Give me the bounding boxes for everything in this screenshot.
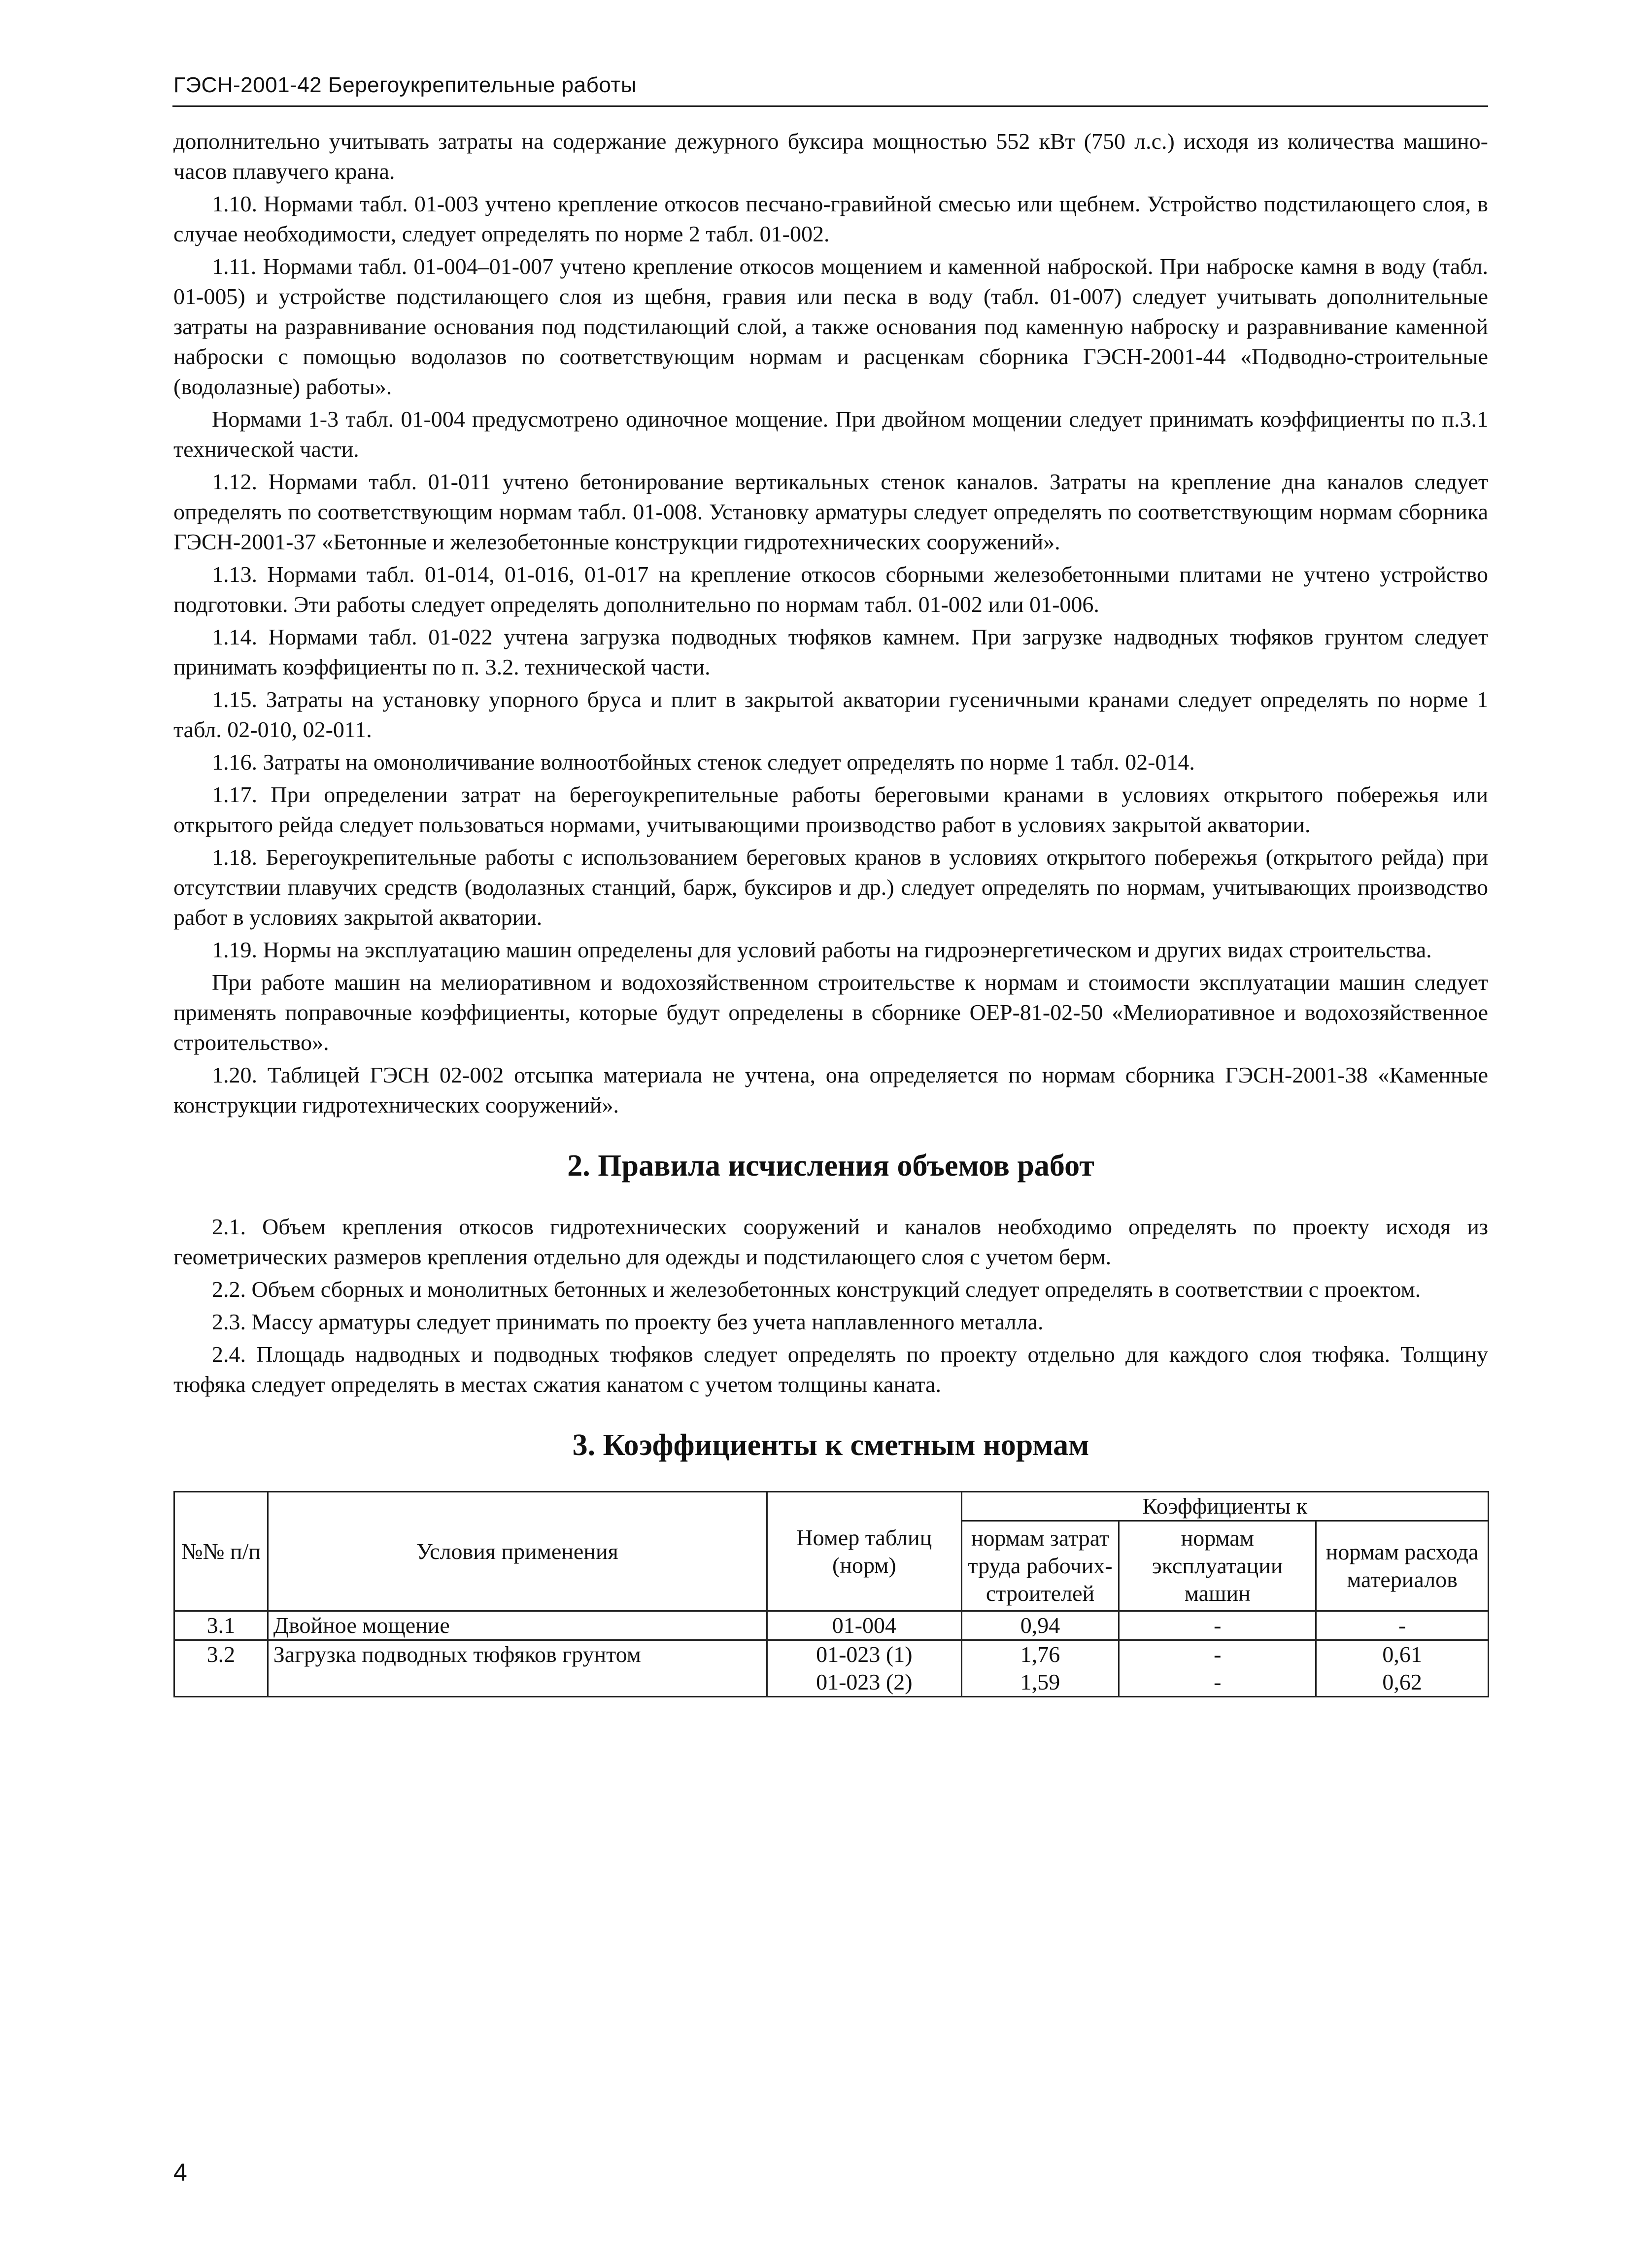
paragraph: дополнительно учитывать затраты на содержание дежурного буксира мощностью 552 кВт (750 л.с.) исходя из количества машино-часов плавучего крана. (173, 129, 1488, 184)
page-number: 4 (173, 2159, 187, 2186)
paragraph: 1.18. Берегоукрепительные работы с использованием береговых кранов в условиях открытого побережья (открытого рейда) при отсутствии плавучих средств (водолазных станций, барж, буксиров и др.) следует определять по нормам, учитывающих производство работ в условиях закрытой акватории. (173, 845, 1488, 930)
paragraph: 2.1. Объем крепления откосов гидротехнических сооружений и каналов необходимо определять по проекту исходя из геометрических размеров крепления отдельно для одежды и подстилающего слоя с учетом берм. (173, 1214, 1488, 1269)
paragraph: 1.15. Затраты на установку упорного бруса и плит в закрытой акватории гусеничными кранами следует определять по норме 1 табл. 02-010, 02-011. (173, 687, 1488, 742)
table-row (174, 1611, 1489, 1640)
paragraph: 2.3. Массу арматуры следует принимать по проекту без учета наплавленного металла. (212, 1309, 1044, 1334)
cell-labor: 0,94 (961, 1611, 1119, 1640)
paragraph: 1.12. Нормами табл. 01-011 учтено бетонирование вертикальных стенок каналов. Затраты на крепление дна каналов следует определять по соответствующим нормам табл. 01-008. Установку арматуры следует определять по соответствующим нормам сборника ГЭСН-2001-37 «Бетонные и железобетонные конструкции гидротехнических сооружений». (173, 469, 1488, 554)
header-cell-conditions: Условия применения (268, 1492, 767, 1611)
paragraph: Нормами 1-3 табл. 01-004 предусмотрено одиночное мощение. При двойном мощении следует принимать коэффициенты по п.3.1 технической части. (173, 406, 1488, 462)
paragraph: 1.19. Нормы на эксплуатацию машин определены для условий работы на гидроэнергетическом и других видах строительства. (212, 937, 1432, 962)
cell-tables: 01-023 (1) (767, 1640, 961, 1669)
cell-conditions: Загрузка подводных тюфяков грунтом (268, 1640, 767, 1669)
header-cell-machines: нормам эксплуатации машин (1119, 1521, 1316, 1611)
table-row (174, 1668, 1489, 1697)
paragraph: 2.2. Объем сборных и монолитных бетонных и железобетонных конструкций следует определять в соответствии с проектом. (212, 1277, 1421, 1302)
body-text (173, 126, 1488, 1697)
paragraph: При работе машин на мелиоративном и водохозяйственном строительстве к нормам и стоимости эксплуатации машин следует применять поправочные коэффициенты, которые будут определены в сборнике ОЕР-81-02-50 «Мелиоративное и водохозяйственное строительство». (173, 970, 1488, 1055)
cell-labor: 1,76 (961, 1640, 1119, 1669)
header-cell-labor: нормам затрат труда рабочих-строителей (961, 1521, 1119, 1611)
cell-conditions: Двойное мощение (268, 1611, 767, 1640)
table-row (174, 1640, 1489, 1669)
cell-number: 3.1 (174, 1611, 268, 1640)
cell-tables: 01-023 (2) (767, 1668, 961, 1697)
paragraph: 1.11. Нормами табл. 01-004–01-007 учтено крепление откосов мощением и каменной наброской. При наброске камня в воду (табл. 01-005) и устройстве подстилающего слоя из щебня, гравия или песка в воду (табл. 01-007) следует учитывать дополнительные затраты на разравнивание основания под подстилающий слой, а также основания под каменную наброску и разравнивание каменной наброски с помощью водолазов по соответствующим нормам и расценкам сборника ГЭСН-2001-44 «Подводно-строительные (водолазные) работы». (173, 254, 1488, 399)
cell-materials: 0,62 (1316, 1668, 1489, 1697)
header-cell-number: №№ п/п (174, 1492, 268, 1611)
cell-conditions (268, 1668, 767, 1697)
cell-labor: 1,59 (961, 1668, 1119, 1697)
paragraph: 1.13. Нормами табл. 01-014, 01-016, 01-017 на крепление откосов сборными железобетонными плитами не учтено устройство подготовки. Эти работы следует определять дополнительно по нормам табл. 01-002 или 01-006. (173, 562, 1488, 617)
cell-machines: - (1119, 1640, 1316, 1669)
paragraph: 1.14. Нормами табл. 01-022 учтена загрузка подводных тюфяков камнем. При загрузке надводных тюфяков грунтом следует принимать коэффициенты по п. 3.2. технической части. (173, 624, 1488, 679)
paragraph: 1.20. Таблицей ГЭСН 02-002 отсыпка материала не учтена, она определяется по нормам сборника ГЭСН-2001-38 «Каменные конструкции гидротехнических сооружений». (173, 1062, 1488, 1117)
header-cell-materials: нормам расхода материалов (1316, 1521, 1489, 1611)
cell-machines: - (1119, 1611, 1316, 1640)
coefficients-table (173, 1491, 1489, 1697)
cell-tables: 01-004 (767, 1611, 961, 1640)
header-cell-tables: Номер таблиц (норм) (767, 1492, 961, 1611)
cell-materials: - (1316, 1611, 1489, 1640)
header-cell-coefficients: Коэффициенты к (961, 1492, 1488, 1521)
paragraph: 1.16. Затраты на омоноличивание волноотбойных стенок следует определять по норме 1 табл. 02-014. (212, 749, 1195, 775)
cell-materials: 0,61 (1316, 1640, 1489, 1669)
paragraph: 1.10. Нормами табл. 01-003 учтено крепление откосов песчано-гравийной смесью или щебнем. Устройство подстилающего слоя, в случае необходимости, следует определять по норме 2 табл. 01-002. (173, 191, 1488, 246)
paragraph: 2.4. Площадь надводных и подводных тюфяков следует определять по проекту отдельно для каждого слоя тюфяка. Толщину тюфяка следует определять в местах сжатия канатом с учетом толщины каната. (173, 1342, 1488, 1397)
section-2-heading: 2. Правила исчисления объемов работ (567, 1149, 1094, 1183)
cell-machines: - (1119, 1668, 1316, 1697)
section-3-heading: 3. Коэффициенты к сметным нормам (572, 1428, 1089, 1462)
running-header: ГЭСН-2001-42 Берегоукрепительные работы (173, 73, 637, 97)
header-rule (172, 105, 1488, 107)
cell-number: 3.2 (174, 1640, 268, 1669)
cell-number (174, 1668, 268, 1697)
paragraph: 1.17. При определении затрат на берегоукрепительные работы береговыми кранами в условиях открытого побережья или открытого рейда следует пользоваться нормами, учитывающими производство работ в условиях закрытой акватории. (173, 782, 1488, 837)
table-header-row (174, 1492, 1489, 1521)
